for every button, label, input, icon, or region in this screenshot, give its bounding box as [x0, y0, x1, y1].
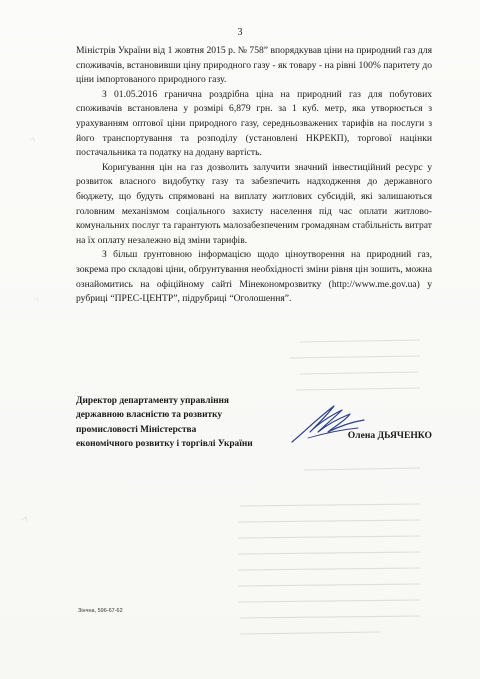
paragraph-4: З більш ґрунтовною інформацією щодо ціноутворення на природний газ, зокрема про складові ціни, обґрунтування необхідності зміни рівня цін зошить, можна ознайомитись на офіційному сайті Мінекономрозвитку (http://www.me.gov.ua) у рубриці “ПРЕС-ЦЕНТР”, підрубриці “Оголошення”. [76, 249, 432, 305]
paragraph-2: З 01.05.2016 гранична роздрібна ціна на природний газ для побутових споживачів встановлена у розмірі 6,879 грн. за 1 куб. метр, яка утворюється з урахуванням оптової ціни природного газу, середньозважених тарифів на послуги з його транспортування та розподілу (установлені НКРЕКП), торгової націнки постачальника та податку на додану вартість. [76, 88, 432, 159]
paragraph-3: Коригування цін на газ дозволить залучити значний інвестиційний ресурс у розвиток власного видобутку газу та забезпечить надходження до державного бюджету, що будуть спрямовані на виплату житлових субсидій, які залишаються головним механізмом соціального захисту населення під час оплати житлово-комунальних послуг та гарантують малозабезпеченим громадянам стабільність витрат на їх оплату незалежно від зміни тарифів. [76, 161, 432, 246]
signer-title [76, 394, 266, 452]
signer-name: Олена ДЬЯЧЕНКО [347, 430, 432, 441]
signature-block [76, 394, 432, 454]
signer-title-line: Директор департаменту управління [76, 396, 229, 406]
signer-title-line: економічного розвитку і торгівлі України [76, 439, 253, 450]
paragraph-1: Міністрів України від 1 жовтня 2015 р. № 758” впорядкував ціни на природний газ для споживачів, встановивши ціну природного газу - як товару - на рівні 100% паритету до ціни імпортованого природного газу. [76, 45, 432, 86]
page-number: 3 [237, 27, 243, 38]
signer-title-line: державною власністю та розвитку [76, 410, 223, 421]
signer-title-line: промисловості Міністерства [76, 424, 197, 435]
letter-body [76, 44, 432, 307]
footer-note: Зінчна, 596-67-62 [78, 608, 123, 614]
